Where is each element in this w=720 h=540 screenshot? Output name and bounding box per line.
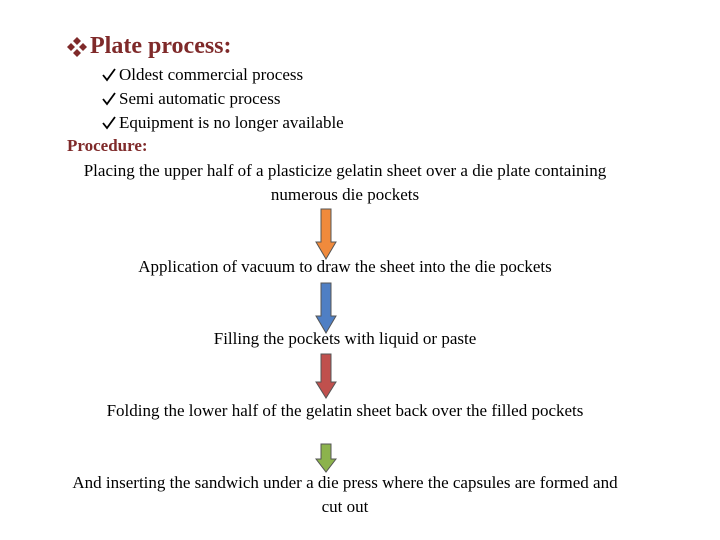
diamond-bullet-icon [66,36,88,58]
down-arrow-icon [315,353,337,399]
procedure-label: Procedure: [67,136,148,155]
down-arrow-icon [315,443,337,473]
flow-step-2: Application of vacuum to draw the sheet into the die pockets [138,257,552,276]
bullet-list [102,63,344,135]
checkmark-icon [102,68,116,82]
bullet-text: Oldest commercial process [119,65,304,84]
flow-step-4: Folding the lower half of the gelatin sheet back over the filled pockets [106,401,584,420]
checkmark-icon [102,116,116,130]
checkmark-icon [102,92,116,106]
flow-step-3: Filling the pockets with liquid or paste [213,329,477,348]
bullet-text: Equipment is no longer available [119,113,344,132]
down-arrow-icon [315,208,337,260]
list-item [102,63,344,87]
list-item [102,111,344,135]
bullet-text: Semi automatic process [119,89,281,108]
slide-title [66,33,232,60]
flow-step-5: And inserting the sandwich under a die press where the capsules are formed and cut out [72,473,618,516]
heading-text: Plate process: [90,33,232,59]
list-item [102,87,344,111]
flow-step-1: Placing the upper half of a plasticize gelatin sheet over a die plate containing numerous die pockets [83,161,607,204]
